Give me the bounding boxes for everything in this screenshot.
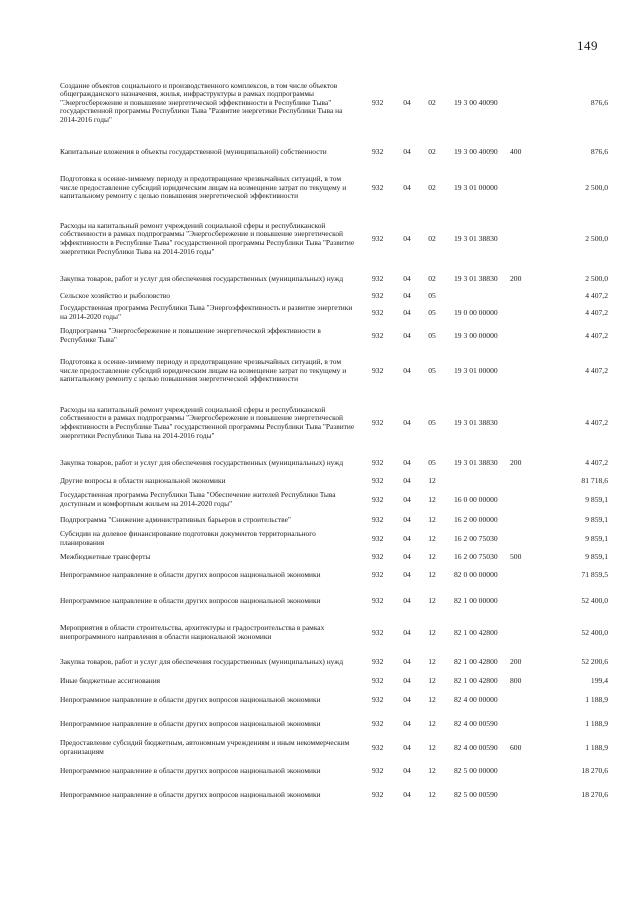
row-cs: 19 3 01 38830	[454, 233, 498, 243]
table-row	[60, 290, 608, 302]
table-row	[60, 736, 608, 760]
row-name: Межбюджетные трансферты	[60, 551, 151, 561]
row-rz: 04	[403, 627, 411, 637]
row-rz: 04	[403, 569, 411, 579]
row-name: Закупка товаров, работ и услуг для обеспечения государственных (муниципальных) нужд	[60, 273, 344, 283]
row-sum: 876,6	[590, 97, 608, 107]
row-pr: 12	[428, 551, 436, 561]
row-cs: 19 3 01 38830	[454, 457, 498, 467]
row-pr: 02	[428, 97, 436, 107]
row-pr: 05	[428, 417, 436, 427]
row-gr: 932	[372, 233, 384, 243]
row-gr: 932	[372, 457, 384, 467]
row-name: Сельское хозяйство и рыболовство	[60, 290, 170, 300]
table-row	[60, 324, 608, 348]
row-rz: 04	[403, 718, 411, 728]
table-row	[60, 474, 608, 488]
row-cs: 82 5 00 00590	[454, 789, 498, 799]
row-rz: 04	[403, 533, 411, 543]
row-vr: 200	[510, 457, 522, 467]
row-sum: 4 407,2	[585, 307, 608, 317]
row-cs: 19 3 00 40090	[454, 146, 498, 156]
row-gr: 932	[372, 789, 384, 799]
table-row	[60, 488, 608, 512]
row-gr: 932	[372, 742, 384, 752]
row-name: Государственная программа Республики Тыва "Энергоэффективность и развитие энергетики на 2014-2020 годы"	[60, 303, 353, 321]
row-cs: 82 1 00 42800	[454, 656, 498, 666]
row-sum: 1 188,9	[585, 742, 608, 752]
row-sum: 4 407,2	[585, 417, 608, 427]
row-rz: 04	[403, 789, 411, 799]
row-gr: 932	[372, 569, 384, 579]
row-pr: 12	[428, 533, 436, 543]
row-rz: 04	[403, 494, 411, 504]
table-row	[60, 712, 608, 736]
table-row	[60, 760, 608, 782]
table-row	[60, 564, 608, 586]
row-rz: 04	[403, 742, 411, 752]
row-rz: 04	[403, 290, 411, 300]
row-pr: 12	[428, 765, 436, 775]
row-sum: 9 859,1	[585, 514, 608, 524]
row-gr: 932	[372, 675, 384, 685]
row-sum: 52 200,6	[581, 656, 608, 666]
row-vr: 800	[510, 675, 522, 685]
row-pr: 12	[428, 694, 436, 704]
row-vr: 200	[510, 273, 522, 283]
row-gr: 932	[372, 182, 384, 192]
row-cs: 16 2 00 75030	[454, 533, 498, 543]
row-cs: 82 1 00 00000	[454, 595, 498, 605]
row-cs: 82 1 00 42800	[454, 675, 498, 685]
budget-table	[60, 68, 608, 808]
table-row	[60, 210, 608, 268]
row-name: Расходы на капитальный ремонт учреждений социальной сферы и республиканской собственности в рамках подпрограммы "Энергосбережение и повышение энергетической эффективности в Республике Тыва" государственной программы Республики Тыва "Развитие энергетики Республики Тыва на 2014-2016 годы"	[60, 404, 355, 440]
table-row	[60, 302, 608, 324]
row-pr: 05	[428, 457, 436, 467]
row-cs: 16 0 00 00000	[454, 494, 498, 504]
row-rz: 04	[403, 457, 411, 467]
row-vr: 200	[510, 656, 522, 666]
row-name: Расходы на капитальный ремонт учреждений социальной сферы и республиканской собственности в рамках подпрограммы "Энергосбережение и повышение энергетической эффективности в Республике Тыва" государственной программы Республики Тыва "Развитие энергетики Республики Тыва на 2014-2016 годы"	[60, 220, 355, 256]
row-sum: 1 188,9	[585, 718, 608, 728]
table-row	[60, 394, 608, 452]
row-rz: 04	[403, 675, 411, 685]
row-gr: 932	[372, 533, 384, 543]
row-name: Государственная программа Республики Тыва "Обеспечение жителей Республики Тыва доступным и комфортным жильем на 2014-2020 годы"	[60, 490, 336, 508]
row-sum: 9 859,1	[585, 533, 608, 543]
row-pr: 02	[428, 146, 436, 156]
row-pr: 02	[428, 182, 436, 192]
row-rz: 04	[403, 417, 411, 427]
row-name: Иные бюджетные ассигнования	[60, 675, 161, 685]
row-pr: 02	[428, 233, 436, 243]
table-row	[60, 68, 608, 138]
row-vr: 400	[510, 146, 522, 156]
row-gr: 932	[372, 417, 384, 427]
row-cs: 82 4 00 00590	[454, 718, 498, 728]
row-sum: 4 407,2	[585, 457, 608, 467]
row-cs: 19 3 01 38830	[454, 273, 498, 283]
row-sum: 9 859,1	[585, 494, 608, 504]
row-rz: 04	[403, 330, 411, 340]
row-name: Непрограммное направление в области других вопросов национальной экономики	[60, 718, 321, 728]
row-sum: 199,4	[590, 675, 608, 685]
row-sum: 18 270,6	[581, 789, 608, 799]
row-vr: 600	[510, 742, 522, 752]
table-row	[60, 782, 608, 808]
row-sum: 4 407,2	[585, 290, 608, 300]
row-rz: 04	[403, 514, 411, 524]
row-cs: 19 3 00 40090	[454, 97, 498, 107]
row-name: Капитальные вложения в объекты государственной (муниципальной) собственности	[60, 146, 327, 156]
row-rz: 04	[403, 765, 411, 775]
row-pr: 05	[428, 290, 436, 300]
row-gr: 932	[372, 656, 384, 666]
row-cs: 82 1 00 42800	[454, 627, 498, 637]
row-rz: 04	[403, 475, 411, 485]
row-name: Другие вопросы в области национальной экономики	[60, 475, 226, 485]
row-gr: 932	[372, 718, 384, 728]
row-pr: 05	[428, 307, 436, 317]
row-gr: 932	[372, 694, 384, 704]
table-row	[60, 650, 608, 674]
row-sum: 876,6	[590, 146, 608, 156]
row-cs: 19 0 00 00000	[454, 307, 498, 317]
row-gr: 932	[372, 307, 384, 317]
row-sum: 4 407,2	[585, 365, 608, 375]
row-rz: 04	[403, 694, 411, 704]
row-sum: 18 270,6	[581, 765, 608, 775]
row-pr: 12	[428, 475, 436, 485]
row-name: Предоставление субсидий бюджетным, автономным учреждениям и иным некоммерческим организациям	[60, 738, 350, 756]
row-name: Подпрограмма "Энергосбережение и повышение энергетической эффективности в Республике Тыва"	[60, 326, 321, 344]
row-cs: 82 4 00 00590	[454, 742, 498, 752]
row-pr: 12	[428, 718, 436, 728]
row-sum: 2 500,0	[585, 182, 608, 192]
row-gr: 932	[372, 146, 384, 156]
row-gr: 932	[372, 475, 384, 485]
row-name: Непрограммное направление в области других вопросов национальной экономики	[60, 595, 321, 605]
row-gr: 932	[372, 494, 384, 504]
row-name: Подготовка к осенне-зимнему периоду и предотвращение чрезвычайных ситуаций, в том числе предоставление субсидий юридическим лицам на возмещение затрат по текущему и капитальному ремонту с целью повышения энергетической эффективности	[60, 357, 347, 384]
row-sum: 2 500,0	[585, 233, 608, 243]
page-number: 149	[577, 38, 598, 53]
row-gr: 932	[372, 330, 384, 340]
row-pr: 12	[428, 627, 436, 637]
row-sum: 52 400,0	[581, 627, 608, 637]
row-name: Создание объектов социального и производственного комплексов, в том числе объектов общегражданского назначения, жилья, инфраструктуры в рамках подпрограммы "Энергосбережение и повышение энергетической эффективности в Республике Тыва" государственной программы Республики Тыва "Развитие энергетики Республики Тыва на 2014-2016 годы"	[60, 80, 343, 124]
row-pr: 05	[428, 365, 436, 375]
row-rz: 04	[403, 307, 411, 317]
row-gr: 932	[372, 551, 384, 561]
row-name: Закупка товаров, работ и услуг для обеспечения государственных (муниципальных) нужд	[60, 656, 344, 666]
row-pr: 12	[428, 595, 436, 605]
table-row	[60, 166, 608, 210]
row-cs: 19 3 01 00000	[454, 365, 498, 375]
row-sum: 52 400,0	[581, 595, 608, 605]
row-name: Непрограммное направление в области других вопросов национальной экономики	[60, 569, 321, 579]
row-cs: 16 2 00 00000	[454, 514, 498, 524]
table-row	[60, 452, 608, 474]
row-rz: 04	[403, 97, 411, 107]
row-gr: 932	[372, 514, 384, 524]
row-cs: 82 0 00 00000	[454, 569, 498, 579]
table-row	[60, 688, 608, 712]
table-row	[60, 586, 608, 616]
row-name: Субсидии на долевое финансирование подготовки документов территориального планирования	[60, 529, 316, 547]
row-name: Непрограммное направление в области других вопросов национальной экономики	[60, 765, 321, 775]
row-vr: 500	[510, 551, 522, 561]
row-sum: 9 859,1	[585, 551, 608, 561]
table-row	[60, 348, 608, 394]
row-sum: 81 718,6	[581, 475, 608, 485]
table-row	[60, 138, 608, 166]
table-row	[60, 512, 608, 528]
row-gr: 932	[372, 365, 384, 375]
row-rz: 04	[403, 656, 411, 666]
table-row	[60, 616, 608, 650]
row-sum: 2 500,0	[585, 273, 608, 283]
row-name: Закупка товаров, работ и услуг для обеспечения государственных (муниципальных) нужд	[60, 457, 344, 467]
table-row	[60, 550, 608, 564]
row-pr: 12	[428, 742, 436, 752]
row-rz: 04	[403, 182, 411, 192]
row-pr: 02	[428, 273, 436, 283]
row-sum: 71 859,5	[581, 569, 608, 579]
row-gr: 932	[372, 273, 384, 283]
row-cs: 19 3 00 00000	[454, 330, 498, 340]
row-cs: 19 3 01 38830	[454, 417, 498, 427]
row-cs: 19 3 01 00000	[454, 182, 498, 192]
row-pr: 12	[428, 514, 436, 524]
row-rz: 04	[403, 233, 411, 243]
row-rz: 04	[403, 595, 411, 605]
row-cs: 82 5 00 00000	[454, 765, 498, 775]
row-sum: 1 188,9	[585, 694, 608, 704]
row-name: Мероприятия в области строительства, архитектуры и градостроительства в рамках внепрограммного направления в области национальной экономики	[60, 623, 325, 641]
row-pr: 12	[428, 569, 436, 579]
table-row	[60, 674, 608, 688]
row-name: Подготовка к осенне-зимнему периоду и предотвращение чрезвычайных ситуаций, в том числе предоставление субсидий юридическим лицам на возмещение затрат по текущему и капитальному ремонту с целью повышения энергетической эффективности	[60, 174, 347, 201]
row-rz: 04	[403, 365, 411, 375]
row-pr: 05	[428, 330, 436, 340]
table-row	[60, 528, 608, 550]
row-name: Подпрограмма "Снижение административных барьеров в строительстве"	[60, 514, 291, 524]
row-pr: 12	[428, 675, 436, 685]
row-pr: 12	[428, 494, 436, 504]
row-gr: 932	[372, 290, 384, 300]
row-pr: 12	[428, 789, 436, 799]
row-gr: 932	[372, 97, 384, 107]
row-rz: 04	[403, 273, 411, 283]
row-rz: 04	[403, 146, 411, 156]
row-pr: 12	[428, 656, 436, 666]
row-name: Непрограммное направление в области других вопросов национальной экономики	[60, 694, 321, 704]
row-rz: 04	[403, 551, 411, 561]
row-sum: 4 407,2	[585, 330, 608, 340]
row-cs: 16 2 00 75030	[454, 551, 498, 561]
row-gr: 932	[372, 765, 384, 775]
row-name: Непрограммное направление в области других вопросов национальной экономики	[60, 789, 321, 799]
row-cs: 82 4 00 00000	[454, 694, 498, 704]
table-row	[60, 268, 608, 290]
row-gr: 932	[372, 595, 384, 605]
row-gr: 932	[372, 627, 384, 637]
